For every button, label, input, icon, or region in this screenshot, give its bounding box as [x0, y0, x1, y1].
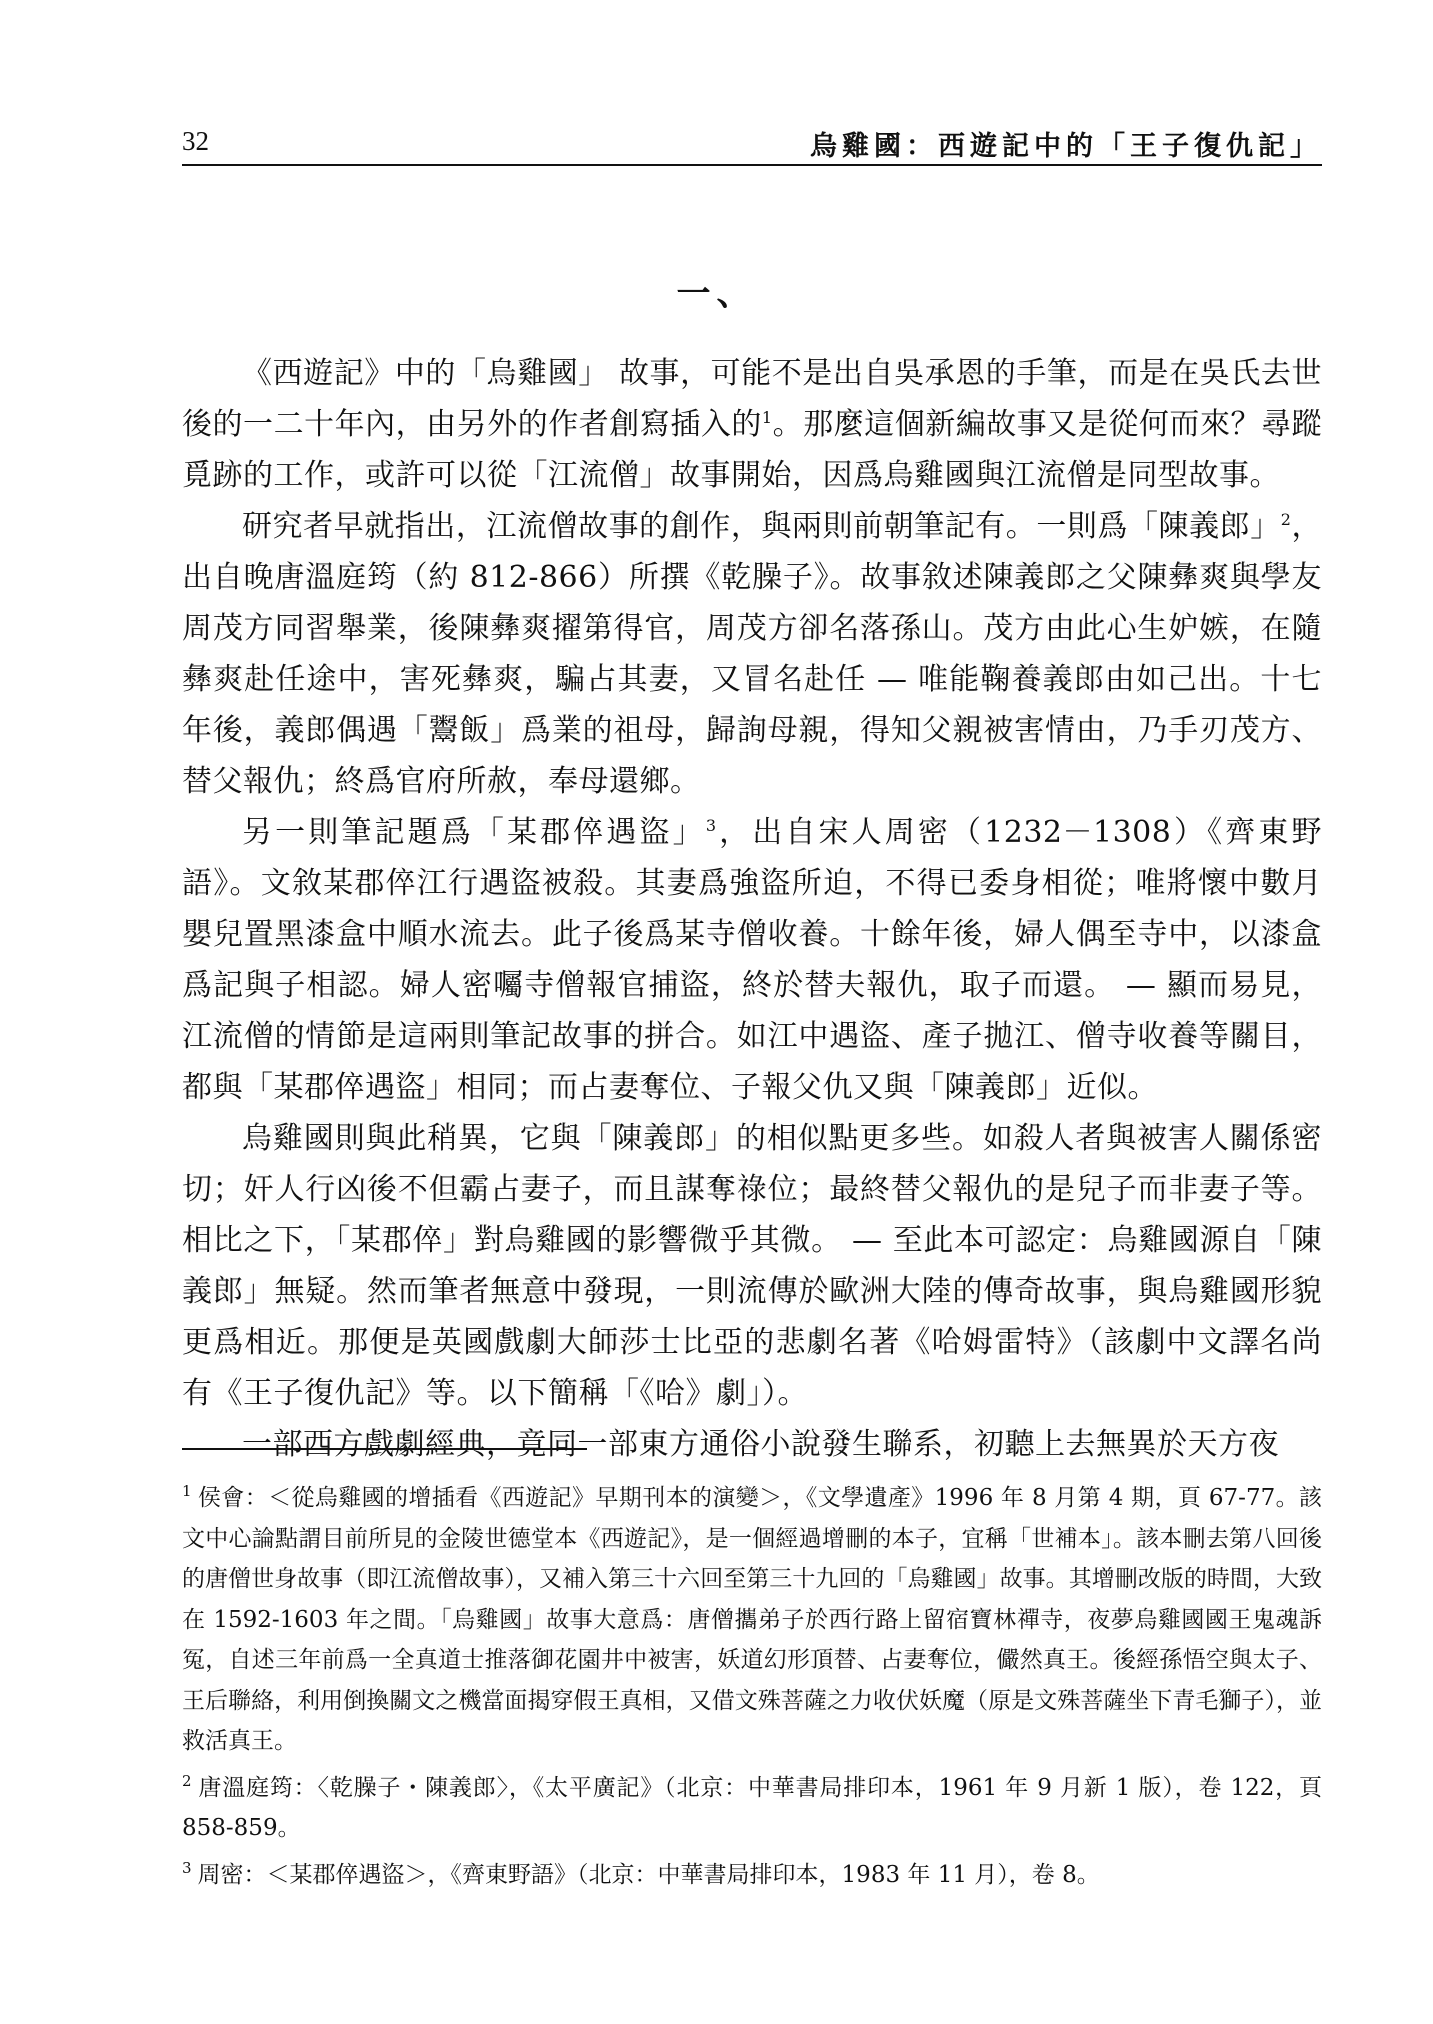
running-header — [182, 122, 1322, 164]
paragraph — [182, 807, 1322, 1113]
paragraph-text-cont: 。那麼這個新編故事又是從何而來？尋蹤覓跡的工作，或許可以從「江流僧」故事開始，因爲烏雞國與江流僧是同型故事。 — [182, 407, 1323, 493]
paragraph-text-cont: ，出自宋人周密（1232－1308）《齊東野語》。文敘某郡倅江行遇盜被殺。其妻爲強盜所迫，不得已委身相從；唯將懷中數月嬰兒置黑漆盒中順水流去。此子後爲某寺僧收養。十餘年後，婦人偶至寺中，以漆盒爲記與子相認。婦人密囑寺僧報官捕盜，終於替夫報仇，取子而還。 — 顯而易見，江流僧的情節是這兩則筆記故事的拼合。如江中遇盜、產子拋江、僧寺收養等關目，都與「某郡倅遇盜」相同；而占妻奪位、子報父仇又與「陳義郎」近似。 — [182, 815, 1322, 1105]
paragraph — [182, 501, 1322, 807]
footnote-ref: 2 — [1280, 510, 1292, 529]
body-text — [182, 348, 1322, 1470]
footnote-text: 周密：＜某郡倅遇盜＞，《齊東野語》（北京：中華書局排印本，1983 年 11 月），卷 8。 — [197, 1861, 1100, 1888]
paragraph — [182, 1113, 1322, 1419]
paragraph-text-cont: ，出自晚唐溫庭筠（約 812-866）所撰《乾臊子》。故事敘述陳義郎之父陳彝爽與學友周茂方同習舉業，後陳彝爽擢第得官，周茂方卻名落孫山。茂方由此心生妒嫉，在隨彝爽赴任途中，害死彝爽，騙占其妻，又冒名赴任 — 唯能鞠養義郎由如己出。十七年後，義郎偶遇「鬻飯」爲業的祖母，歸詢母親，得知父親被害情由，乃手刃茂方、替父報仇；終爲官府所赦，奉母還鄉。 — [182, 509, 1323, 799]
paragraph-text: 烏雞國則與此稍異，它與「陳義郎」的相似點更多些。如殺人者與被害人關係密切；奸人行凶後不但霸占妻子，而且謀奪祿位；最終替父報仇的是兒子而非妻子等。相比之下，「某郡倅」對烏雞國的影響微乎其微。 — 至此本可認定：烏雞國源自「陳義郎」無疑。然而筆者無意中發現，一則流傳於歐洲大陸的傳奇故事，與烏雞國形貌更爲相近。那便是英國戲劇大師莎士比亞的悲劇名著《哈姆雷特》（該劇中文譯名尚有《王子復仇記》等。以下簡稱「《哈》劇」）。 — [182, 1121, 1322, 1411]
section-heading: 一、 — [676, 274, 757, 314]
footnote-text: 侯會：＜從烏雞國的增插看《西遊記》早期刊本的演變＞，《文學遺產》1996 年 8 月第 4 期，頁 67-77。該文中心論點謂目前所見的金陵世德堂本《西遊記》，是一個經過增刪的本子，宜稱「世補本」。該本刪去第八回後的唐僧世身故事（即江流僧故事），又補入第三十六回至第三十九回的「烏雞國」故事。其增刪改版的時間，大致在 1592-1603 年之間。「烏雞國」故事大意爲：唐僧攜弟子於西行路上留宿寶林禪寺，夜夢烏雞國國王鬼魂訴冤，自述三年前爲一全真道士推落御花園井中被害，妖道幻形頂替、占妻奪位，儼然真王。後經孫悟空與太子、王后聯絡，利用倒換關文之機當面揭穿假王真相，又借文殊菩薩之力收伏妖魔（原是文殊菩薩坐下青毛獅子），並救活真王。 — [182, 1485, 1322, 1754]
paragraph — [182, 1419, 1322, 1470]
footnote — [182, 1768, 1322, 1849]
footnote-mark: 1 — [182, 1482, 192, 1501]
footnote-mark: 3 — [182, 1858, 192, 1877]
footnote-text: 唐溫庭筠：〈乾臊子・陳義郎〉，《太平廣記》（北京：中華書局排印本，1961 年 9 月新 1 版），卷 122，頁 858-859。 — [182, 1774, 1322, 1841]
paragraph-text: 《西遊記》中的「烏雞國」 故事，可能不是出自吳承恩的手筆，而是在吳氏去世後的一二十年內，由另外的作者創寫插入的 — [182, 356, 1322, 442]
footnote-rule — [182, 1448, 587, 1450]
footnote-ref: 1 — [761, 408, 773, 427]
header-rule — [182, 164, 1322, 166]
footnotes — [182, 1478, 1322, 1901]
paragraph-text: 另一則筆記題爲「某郡倅遇盜」 — [242, 815, 706, 850]
page-number: 32 — [182, 126, 209, 156]
footnote — [182, 1478, 1322, 1762]
footnote — [182, 1855, 1322, 1896]
paragraph-text: 研究者早就指出，江流僧故事的創作，與兩則前朝筆記有。一則爲「陳義郎」 — [242, 509, 1281, 544]
running-title: 烏雞國：西遊記中的「王子復仇記」 — [810, 131, 1322, 162]
footnote-ref: 3 — [705, 816, 717, 835]
paragraph-text: 一部西方戲劇經典，竟同一部東方通俗小說發生聯系，初聽上去無異於天方夜 — [242, 1427, 1279, 1462]
footnote-mark: 2 — [182, 1771, 192, 1790]
paragraph — [182, 348, 1322, 501]
